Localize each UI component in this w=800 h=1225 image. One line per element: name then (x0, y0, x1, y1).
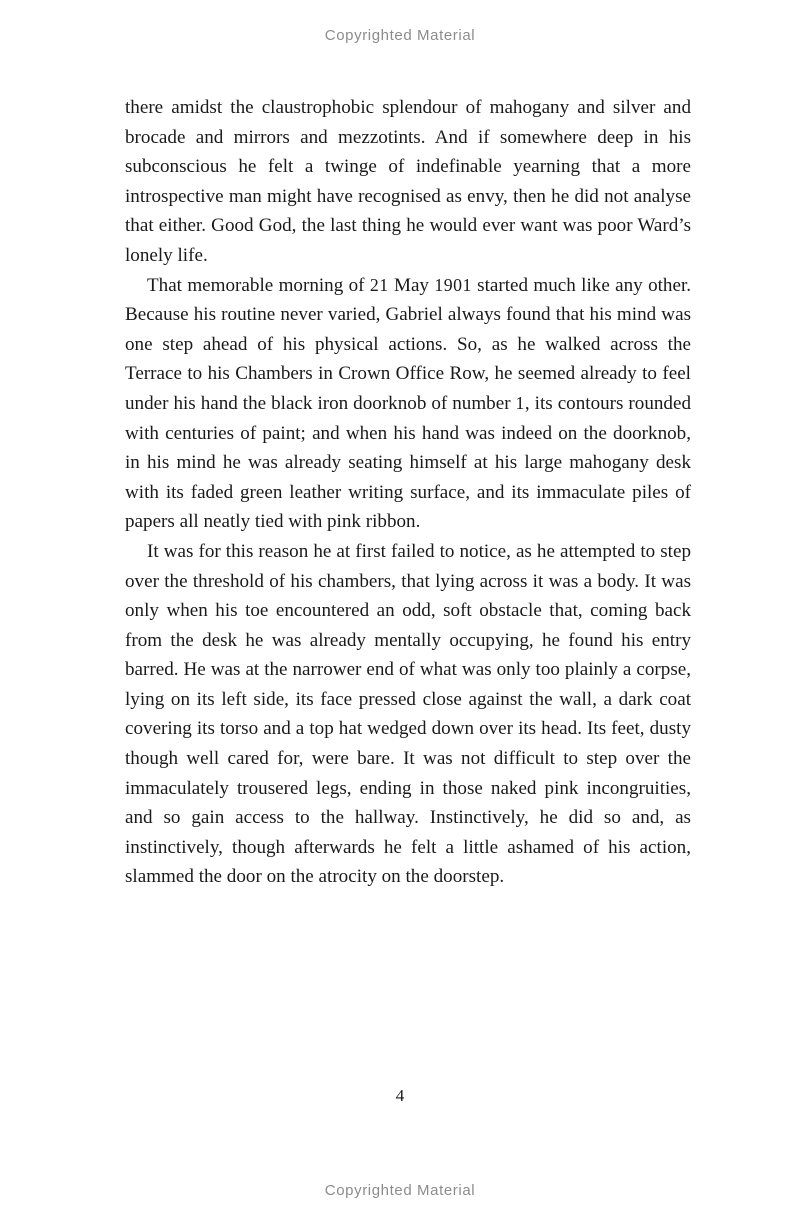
body-paragraph: It was for this reason he at first failed to notice, as he attempted to step over the threshold of his chambers, that lying across it was a body. It was only when his toe encountered an odd, soft obstacle that, coming back from the desk he was already mentally occupying, he found his entry barred. He was at the narrower end of what was only too plainly a corpse, lying on its left side, its face pressed close against the wall, a dark coat covering its torso and a top hat wedged down over its head. Its feet, dusty though well cared for, were bare. It was not difficult to step over the immaculately trousered legs, ending in those naked pink incongruities, and so gain access to the hallway. Instinctively, he did so and, as instinctively, though afterwards he felt a little ashamed of his action, slammed the door on the atrocity on the doorstep. (125, 540, 691, 888)
page-number: 4 (395, 1086, 405, 1105)
copyright-watermark-top: Copyrighted Material (324, 27, 476, 44)
copyright-watermark-bottom: Copyrighted Material (324, 1182, 476, 1199)
body-paragraph: there amidst the claustrophobic splendour of mahogany and silver and brocade and mirrors and mezzotints. And if somewhere deep in his subconscious he felt a twinge of indefinable yearning that a more introspective man might have recognised as envy, then he did not analyse that either. Good God, the last thing he would ever want was poor Ward’s lonely life. (125, 97, 691, 266)
body-text-block (125, 93, 691, 892)
body-paragraph: That memorable morning of 21 May 1901 started much like any other. Because his routine never varied, Gabriel always found that his mind was one step ahead of his physical actions. So, as he walked across the Terrace to his Chambers in Crown Office Row, he seemed already to feel under his hand the black iron doorknob of number 1, its contours rounded with centuries of paint; and when his hand was indeed on the doorknob, in his mind he was already seating himself at his large mahogany desk with its faded green leather writing surface, and its immaculate piles of papers all neatly tied with pink ribbon. (125, 274, 692, 533)
